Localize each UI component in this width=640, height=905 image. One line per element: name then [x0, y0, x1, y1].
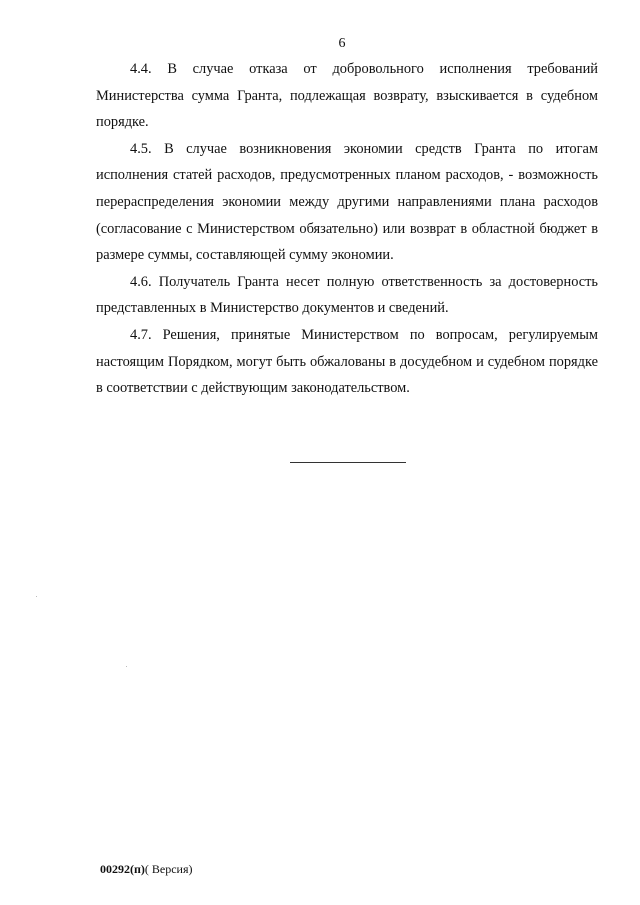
- paragraph-4-4: 4.4. В случае отказа от добровольного исполнения требований Министерства сумма Гранта, подлежащая возврату, взыскивается в судебном порядке.: [96, 61, 598, 131]
- page-number: 6: [338, 36, 346, 51]
- paragraph-4-5: 4.5. В случае возникновения экономии средств Гранта по итогам исполнения статей расходов, предусмотренных планом расходов, - возможность перераспределения экономии между другими направлениями плана расходов (согласование с Министерством обязательно) или возврат в областной бюджет в размере суммы, составляющей сумму экономии.: [96, 140, 598, 264]
- document-body: [96, 56, 598, 402]
- footer-document-code: [100, 862, 193, 877]
- scan-speck: [36, 596, 37, 597]
- paragraph-4-7: 4.7. Решения, принятые Министерством по вопросам, регулируемым настоящим Порядком, могут быть обжалованы в досудебном и судебном порядке в соответствии с действующим законодательством.: [96, 326, 598, 397]
- end-separator-line: [290, 462, 406, 463]
- footer-code-number: 00292(п): [100, 862, 145, 876]
- footer-version-label: ( Версия): [144, 862, 193, 876]
- paragraph-4-6: 4.6. Получатель Гранта несет полную ответственность за достоверность представленных в Министерство документов и сведений.: [96, 273, 598, 317]
- scan-speck: [126, 666, 127, 667]
